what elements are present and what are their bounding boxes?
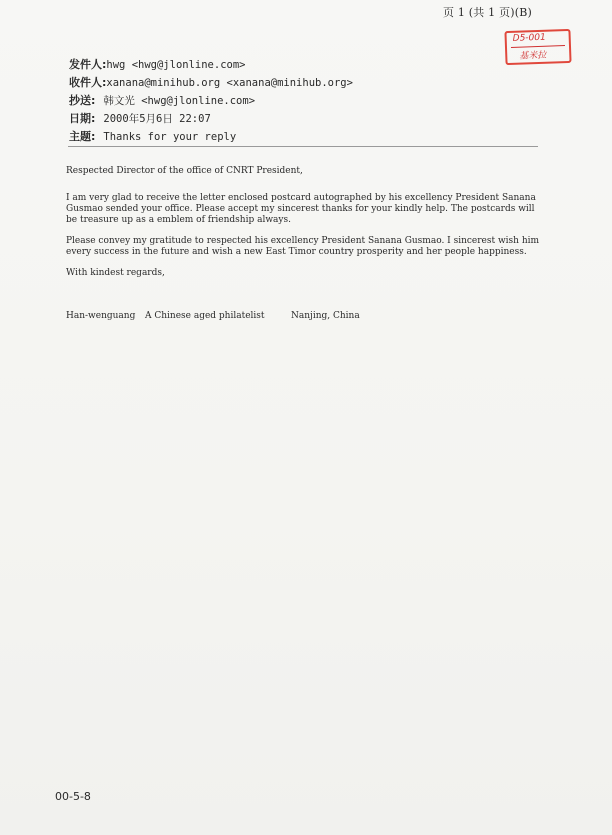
page-counter: 页 1 (共 1 页)(B) [443,6,533,19]
stamp-signature: 基米拉 [519,50,547,62]
letter-greeting: Respected Director of the office of CNRT President, [66,166,303,176]
header-label-subject: 主题: [69,130,96,143]
header-value-from: hwg <hwg@jlonline.com> [106,59,246,71]
letter-body [66,166,541,293]
header-value-cc: 韩文光 <hwg@jlonline.com> [103,95,256,107]
header-label-to: 收件人: [69,76,107,89]
handwritten-footer-date: 00-5-8 [55,790,91,803]
header-value-date: 2000年5月6日 22:07 [103,113,211,125]
letter-paragraph-1: I am very glad to receive the letter enclosed postcard autographed by his excellency President Sanana Gusmao sended your office. Please accept my sincerest thanks for your kindly help. The postcards will be treasure up as a emblem of friendship always. [66,193,536,225]
header-label-from: 发件人: [69,58,107,71]
header-label-date: 日期: [69,112,96,125]
signature-name: Han-wenguang [66,311,136,321]
header-value-to: xanana@minihub.org <xanana@minihub.org> [106,77,353,89]
archive-stamp [504,29,571,65]
stamp-code: D5-001 [512,32,546,44]
header-value-subject: Thanks for your reply [103,131,237,143]
header-label-cc: 抄送: [69,94,96,107]
header-row-cc [69,92,353,110]
signature-location: Nanjing, China [291,311,360,321]
signature-title: A Chinese aged philatelist [145,311,265,321]
email-headers [69,56,353,146]
header-row-from [69,56,353,74]
letter-signature [66,311,360,321]
header-row-date [69,110,353,128]
header-row-subject [69,128,353,146]
header-row-to [69,74,353,92]
letter-paragraph-2: Please convey my gratitude to respected his excellency President Sanana Gusmao. I sincerest wish him every success in the future and wish a new East Timor country prosperity and her people happiness. [66,236,540,257]
letter-closing: With kindest regards, [66,268,165,278]
header-divider [68,146,538,147]
